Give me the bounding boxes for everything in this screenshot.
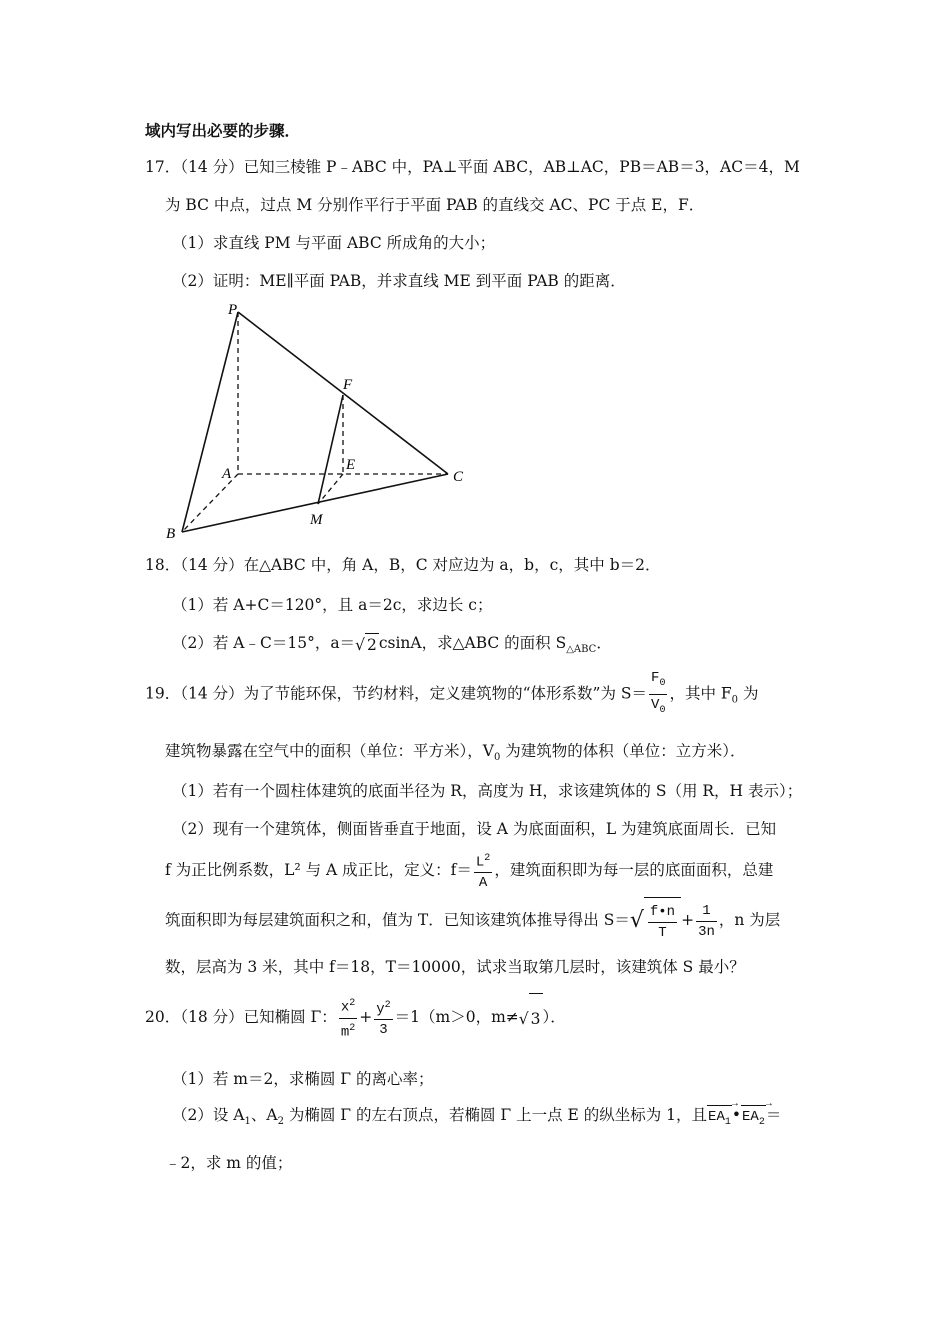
intro-text: 域内写出必要的步骤． xyxy=(145,121,301,140)
label-B: B xyxy=(166,526,176,542)
q17-part1: （1）求直线 PM 与平面 ABC 所成角的大小； xyxy=(172,234,496,252)
q19-line1: 19．（14 分）为了节能环保，节约材料，定义建筑物的“体形系数”为 S＝ $\frac{F_0}{V_0}$ ，其中 $F_0$ 为 xyxy=(145,670,759,716)
q17-pyramid-figure xyxy=(160,298,480,548)
label-P: P xyxy=(228,302,238,318)
label-E: E xyxy=(346,457,356,473)
q19-part2-line1: （2）现有一个建筑体，侧面皆垂直于地面，设 A 为底面面积，L 为建筑底面周长．已知 xyxy=(172,820,777,838)
edge-PB xyxy=(182,312,238,532)
q17-line2: 为 BC 中点，过点 M 分别作平行于平面 PAB 的直线交 AC、PC 于点 E，F． xyxy=(165,196,705,214)
q20-line1: 20．（18 分）已知椭圆 Γ： $\frac{x^2}{m^2}$ + $\frac{y^2}{3}$ ＝1（m＞0，m≠√ 3 ）． xyxy=(145,992,566,1044)
q19-part2-line3: 筑面积即为每层建筑面积之和，值为 T．已知该建筑体推导得出 S＝√ $\frac{f•n}{T}$ + $\frac{1}{3n}$ ，n 为层 xyxy=(165,896,780,946)
edge-AB xyxy=(182,474,238,532)
q18-part2: （2）若 A﹣C＝15°，a＝√ 2 csinA，求△ABC 的面积 $S_{\triangle ABC}$． xyxy=(172,634,612,656)
label-A: A xyxy=(222,466,232,482)
segment-FM xyxy=(318,395,343,504)
q17-line1: 17．（14 分）已知三棱锥 P﹣ABC 中，PA⊥平面 ABC，AB⊥AC，PB＝AB＝3，AC＝4，M xyxy=(145,158,800,176)
q18-line1: 18．（14 分）在△ABC 中，角 A，B，C 对应边为 a，b，c，其中 b＝2． xyxy=(145,556,661,574)
label-M: M xyxy=(310,512,323,528)
q19-part2-line2: f 为正比例系数，L² 与 A 成正比，定义：f＝ $\frac{L^2}{A}$ ，建筑面积即为每一层的底面面积，总建 xyxy=(165,846,773,894)
q19-line2: 建筑物暴露在空气中的面积（单位：平方米），$V_0$ 为建筑物的体积（单位：立方米）． xyxy=(165,742,746,764)
label-F: F xyxy=(343,377,353,393)
q18-part1: （1）若 A+C＝120°，且 a＝2c，求边长 c； xyxy=(172,596,493,614)
q19-part1: （1）若有一个圆柱体建筑的底面半径为 R，高度为 H，求该建筑体的 S（用 R，H 表示）； xyxy=(172,782,803,800)
q20-part2-line2: ﹣2，求 m 的值； xyxy=(165,1154,293,1172)
q17-part2: （2）证明：ME∥平面 PAB，并求直线 ME 到平面 PAB 的距离． xyxy=(172,272,626,290)
q19-part2-line4: 数，层高为 3 米，其中 f＝18，T＝10000，试求当取第几层时，该建筑体 S 最小？ xyxy=(165,958,745,976)
label-C: C xyxy=(453,469,464,485)
q20-part2-line1: （2）设 $A_1$、$A_2$ 为椭圆 Γ 的左右顶点，若椭圆 Γ 上一点 E 的纵坐标为 1，且$EA_1$ $\to•EA_2$ →＝ xyxy=(172,1104,781,1134)
q20-part1: （1）若 m＝2，求椭圆 Γ 的离心率； xyxy=(172,1070,434,1088)
